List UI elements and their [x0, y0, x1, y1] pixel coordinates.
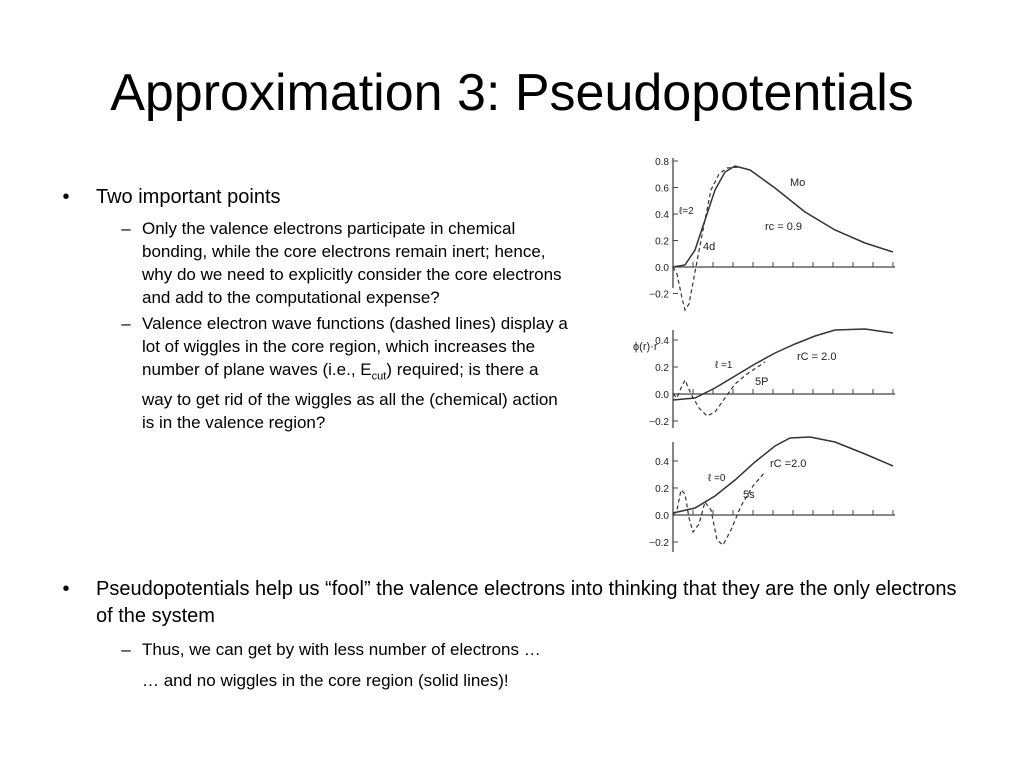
- continuation-text: … and no wiggles in the core region (solid lines)!: [142, 671, 509, 690]
- orbital-label: 5s: [743, 489, 755, 501]
- sub-bullet-text: [142, 314, 568, 432]
- dash-mark: –: [121, 314, 131, 333]
- y-tick-label: 0.2: [655, 236, 669, 248]
- y-tick-label: 0.0: [655, 511, 669, 522]
- bullet-mark: •: [62, 186, 70, 208]
- y-tick-label: 0.0: [655, 390, 669, 401]
- y-tick-label: 0.6: [655, 183, 669, 195]
- sub-bullet-text-part: Valence electron wave functions (dashed lines) display a lot of wiggles in the core region, which increases the number of plane waves (i.e., E: [142, 314, 568, 379]
- bullet-block-bottom: [56, 576, 976, 692]
- pseudopotential-figure: [615, 150, 905, 558]
- sub-bullet-text-part: ) required; is there a way to get rid of the wiggles as all the (chemical) action is in the valence region?: [142, 360, 558, 433]
- y-axis-label: ϕ(r)·r: [633, 341, 658, 353]
- angular-momentum-label: ℓ =1: [715, 360, 733, 371]
- sub-bullet-item: [56, 638, 976, 661]
- dash-mark: –: [121, 219, 131, 238]
- y-tick-label: 0.2: [655, 363, 669, 374]
- all-electron-wavefunction-curve: [673, 167, 740, 310]
- cutoff-radius-label: rc = 0.9: [765, 221, 802, 233]
- y-tick-label: −0.2: [649, 289, 669, 301]
- element-label: Mo: [790, 177, 806, 189]
- bullet-mark: •: [62, 578, 70, 600]
- subscript-cut: cut: [371, 370, 387, 383]
- pseudo-wavefunction-curve: [673, 437, 893, 513]
- y-tick-label: 0.8: [655, 157, 669, 168]
- angular-momentum-label: ℓ =0: [708, 473, 726, 484]
- sub-bullet-text: Thus, we can get by with less number of electrons …: [142, 640, 541, 659]
- sub-bullet-item: [56, 217, 572, 309]
- sub-bullet-text: Only the valence electrons participate in chemical bonding, while the core electrons remain inert; hence, why do we need to explicitly consider the core electrons and add to the computational expense?: [142, 219, 562, 307]
- y-tick-label: 0.4: [655, 210, 669, 221]
- y-tick-label: 0.4: [655, 457, 669, 468]
- pseudo-wavefunction-curve: [673, 329, 893, 400]
- orbital-label: 5P: [755, 376, 769, 388]
- y-tick-label: −0.2: [649, 417, 669, 428]
- y-tick-label: 0.0: [655, 263, 669, 274]
- bullet-item: [56, 184, 596, 211]
- bullet-text: Two important points: [96, 186, 281, 208]
- bullet-item: [56, 576, 976, 630]
- y-tick-label: 0.4: [655, 336, 669, 347]
- slide-title: Approximation 3: Pseudopotentials: [110, 64, 914, 122]
- cutoff-radius-label: rC = 2.0: [797, 351, 837, 363]
- bullet-text: Pseudopotentials help us “fool” the valence electrons into thinking that they are the only electrons of the system: [96, 578, 957, 627]
- sub-bullet-item: [56, 312, 572, 434]
- angular-momentum-label: ℓ=2: [679, 206, 694, 217]
- cutoff-radius-label: rC =2.0: [770, 458, 807, 470]
- y-tick-label: −0.2: [649, 538, 669, 549]
- y-tick-label: 0.2: [655, 484, 669, 495]
- dash-mark: –: [121, 640, 131, 659]
- bullet-block-top: [56, 184, 596, 437]
- orbital-label: 4d: [703, 241, 716, 253]
